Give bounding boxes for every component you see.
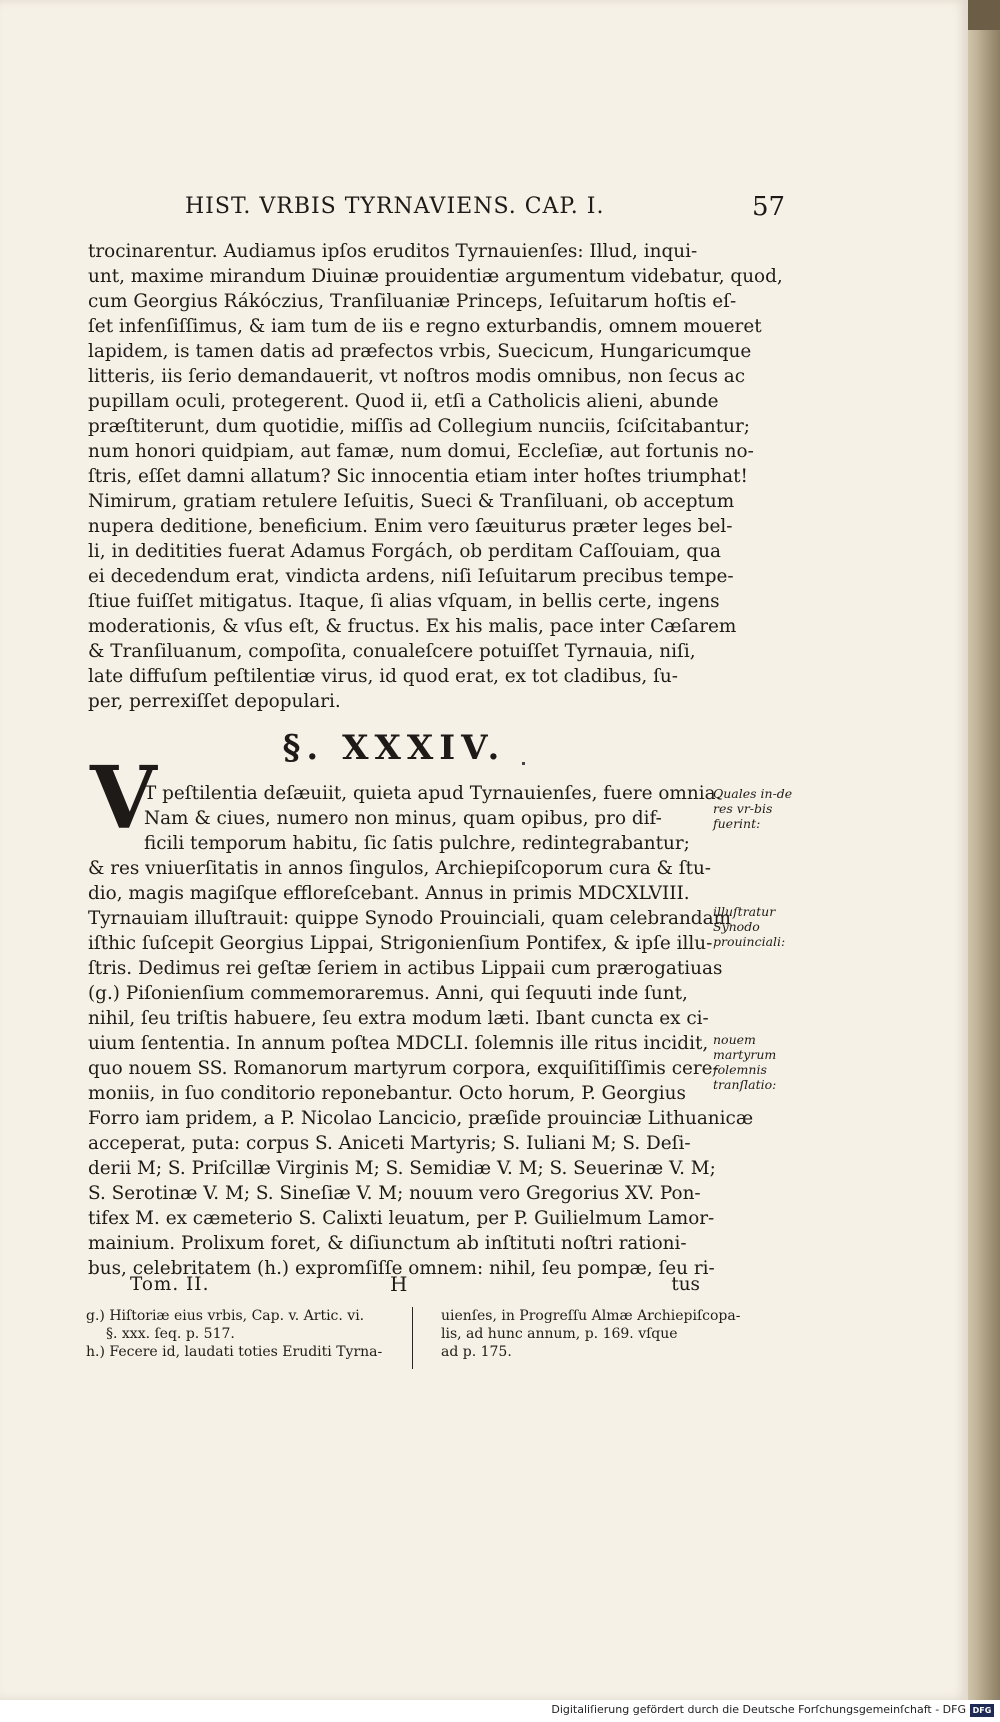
text-line: mainium. Prolixum foret, & diſiunctum ab inſtituti noſtri rationi- [88,1233,687,1254]
text-line: Nimirum, gratiam retulere Ieſuitis, Sueci & Tranſiluani, ob acceptum [88,491,735,512]
digitization-footer [0,1700,1000,1722]
footnote-line: lis, ad hunc annum, p. 169. vſque [441,1326,678,1342]
text-line: li, in deditities fuerat Adamus Forgách, ob perditam Caſſouiam, qua [88,541,721,562]
footnote-line: h.) Fecere id, laudati toties Eruditi Tyrna- [86,1344,383,1360]
text-line: ſtris, eſſet damni allatum? Sic innocentia etiam inter hoſtes triumphat! [88,466,748,487]
footnote-line: uienſes, in Progreſſu Almæ Archiepiſcopa- [441,1308,741,1324]
text-line: nihil, ſeu triſtis habuere, ſeu extra modum læti. Ibant cuncta ex ci- [88,1008,709,1029]
dropcap-letter: V [90,748,157,849]
page-number: 57 [752,192,786,222]
text-line: ei decedendum erat, vindicta ardens, niſi Ieſuitarum precibus tempe- [88,566,734,587]
text-line: late diffuſum peſtilentiæ virus, id quod erat, ex tot cladibus, ſu- [88,666,678,687]
footnote-line: ad p. 175. [441,1344,512,1360]
text-line: ſtris. Dedimus rei geſtæ ſeriem in actibus Lippaii cum prærogatiuas [88,958,723,979]
text-line: trocinarentur. Audiamus ipſos eruditos Tyrnauienſes: Illud, inqui- [88,241,698,262]
text-line: ſet infenſiſſimus, & iam tum de iis e regno exturbandis, omnem moueret [88,316,762,337]
footnote-line: g.) Hiſtoriæ eius vrbis, Cap. v. Artic. vi. [86,1308,365,1324]
book-spine [968,0,1000,30]
text-line: Tyrnauiam illuſtrauit: quippe Synodo Prouinciali, quam celebrandam [88,908,731,929]
text-line: & res vniuerſitatis in annos ſingulos, Archiepiſcoporum cura & ſtu- [88,858,712,879]
section-heading: §. XXXIV. [282,728,506,768]
text-line: moniis, in ſuo conditorio reponebantur. Octo horum, P. Georgius [88,1083,686,1104]
text-line: pupillam oculi, protegerent. Quod ii, etſi a Catholicis alieni, abunde [88,391,719,412]
text-line: lapidem, is tamen datis ad præfectos vrbis, Suecicum, Hungaricumque [88,341,752,362]
text-line: acceperat, puta: corpus S. Aniceti Martyris; S. Iuliani M; S. Deſi- [88,1133,691,1154]
text-line: ſtiue fuiſſet mitigatus. Itaque, ſi alias vſquam, in bellis certe, ingens [88,591,720,612]
text-line: cum Georgius Rákóczius, Tranſiluaniæ Princeps, Ieſuitarum hoſtis eſ- [88,291,737,312]
margin-note-1: Quales in-de res vr-bis fuerint: [713,786,793,831]
text-line: unt, maxime mirandum Diuinæ prouidentiæ argumentum videbatur, quod, [88,266,783,287]
text-line: præſtiterunt, dum quotidie, miſſis ad Collegium nunciis, ſciſcitabantur; [88,416,750,437]
text-line: ficili temporum habitu, ſic ſatis pulchre, redintegrabantur; [144,833,690,854]
text-line: moderationis, & vſus eſt, & fructus. Ex his malis, pace inter Cæſarem [88,616,737,637]
text-line: litteris, iis ſerio demandauerit, vt noſtros modis omnibus, non ſecus ac [88,366,745,387]
footnotes-right-column [441,1307,741,1361]
text-line: per, perrexiſſet depopulari. [88,691,341,712]
margin-note-2: illuſtratur Synodo prouinciali: [713,904,786,949]
footnotes-left-column [86,1307,398,1361]
text-line: T peſtilentia deſæuiit, quieta apud Tyrnauienſes, fuere omnia. [144,783,722,804]
dfg-logo: DFG [970,1704,994,1717]
text-line: Nam & ciues, numero non minus, quam opibus, pro dif- [144,808,662,829]
running-title: HIST. VRBIS TYRNAVIENS. CAP. I. [185,194,605,219]
text-line: (g.) Piſonienſium commemoraremus. Anni, qui ſequuti inde ſunt, [88,983,688,1004]
text-line: quo nouem SS. Romanorum martyrum corpora, exquiſitiſſimis cere- [88,1058,719,1079]
footnote-divider [412,1307,413,1369]
catchword: tus [671,1274,700,1295]
text-line: S. Serotinæ V. M; S. Sineſiæ V. M; nouum vero Gregorius XV. Pon- [88,1183,701,1204]
text-line: nupera deditione, beneficium. Enim vero ſæuiturus præter leges bel- [88,516,733,537]
footer-credit: Digitaliſierung gefördert durch die Deutsche Forſchungsgemeinſchaft - DFG [551,1703,966,1716]
continued-paragraph [88,239,783,714]
signature-mark: H [390,1272,408,1296]
text-line: tifex M. ex cæmeterio S. Calixti leuatum, per P. Guilielmum Lamor- [88,1208,715,1229]
text-line: num honori quidpiam, aut famæ, num domui, Eccleſiæ, aut fortunis no- [88,441,754,462]
page-edge [968,0,1000,1700]
text-line: Forro iam pridem, a P. Nicolao Lancicio, præſide prouinciæ Lithuanicæ [88,1108,754,1129]
text-line: bus, celebritatem (h.) expromſiſſe omnem: nihil, ſeu pompæ, ſeu ri- [88,1258,715,1279]
text-line: iſthic ſuſcepit Georgius Lippai, Strigonienſium Pontifex, & ipſe illu- [88,933,713,954]
print-mark [522,762,525,765]
margin-note-3: nouem martyrum ſolemnis tranſlatio: [713,1032,777,1092]
tome-number: Tom. II. [130,1274,210,1295]
text-line: derii M; S. Priſcillæ Virginis M; S. Semidiæ V. M; S. Seuerinæ V. M; [88,1158,716,1179]
text-line: dio, magis magiſque eﬄoreſcebant. Annus in primis MDCXLVIII. [88,883,690,904]
text-line: & Tranſiluanum, compoſita, conualeſcere potuiſſet Tyrnauia, niſi, [88,641,696,662]
footnote-line: §. xxx. ſeq. p. 517. [106,1326,235,1342]
text-line: uium ſententia. In annum poſtea MDCLI. ſolemnis ille ritus incidit, [88,1033,709,1054]
